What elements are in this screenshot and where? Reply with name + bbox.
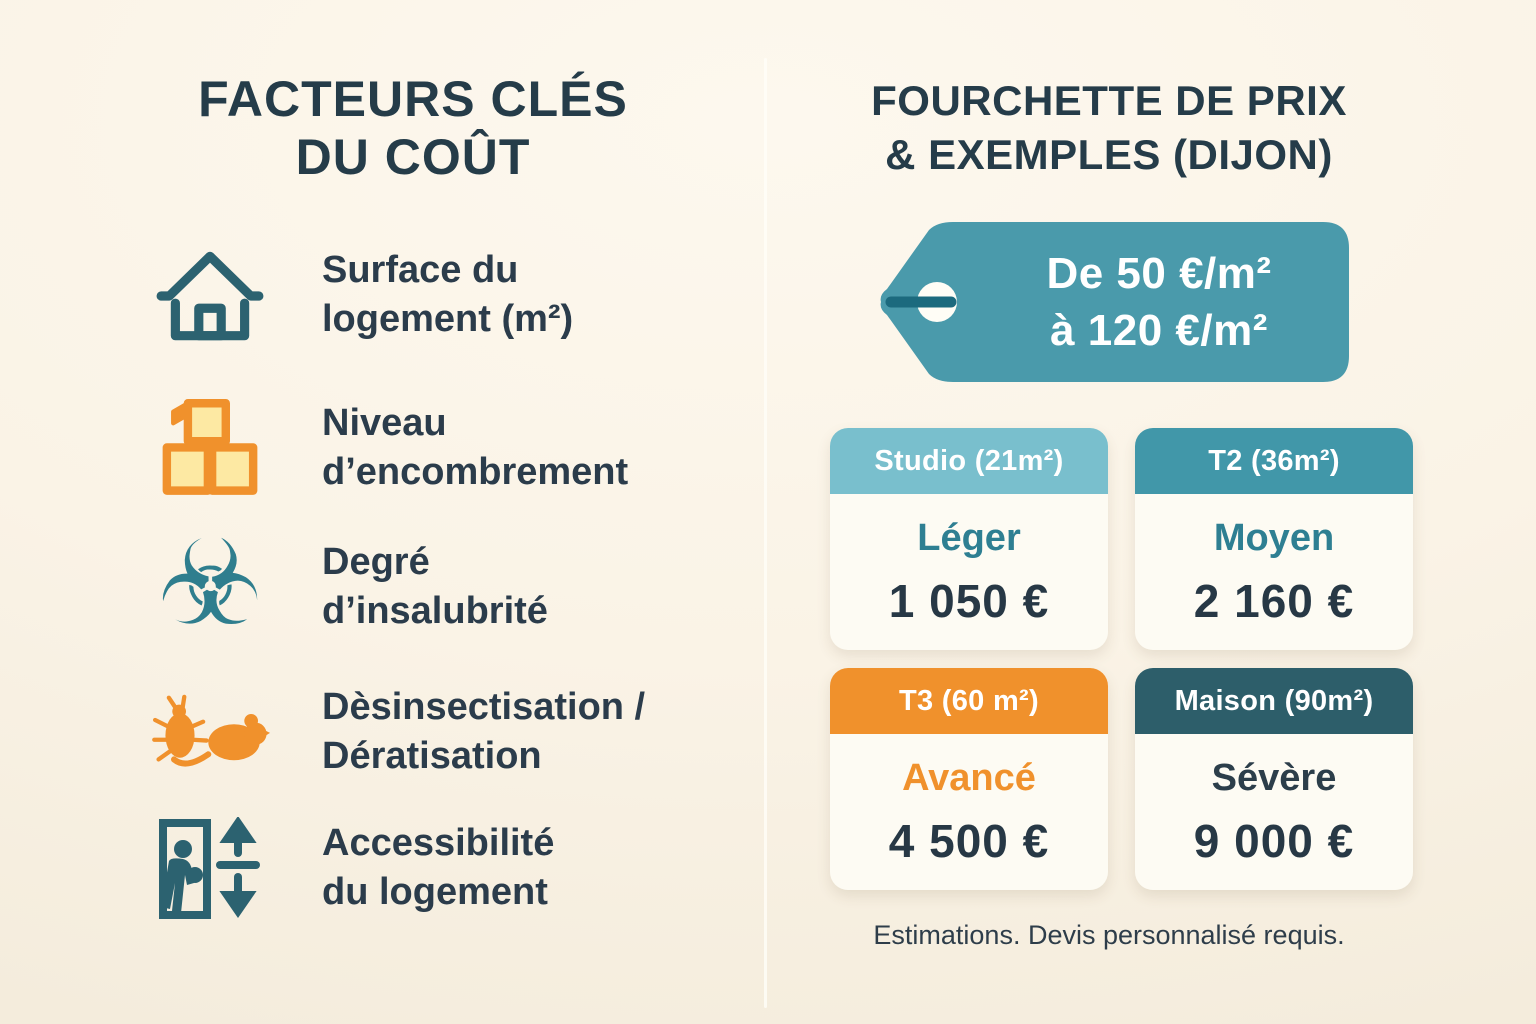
price-card-maison — [1135, 668, 1413, 890]
card-level-studio: Léger — [917, 516, 1021, 559]
price-range-line2: à 120 €/m² — [1050, 306, 1268, 355]
factor-row-pest — [150, 672, 645, 792]
left-title-line1: FACTEURS CLÉS — [198, 71, 628, 127]
footnote: Estimations. Devis personnalisé requis. — [873, 920, 1345, 950]
factor-label-surface — [322, 246, 573, 345]
right-title-line2: & EXEMPLES (DIJON) — [885, 130, 1333, 178]
right-column-title — [775, 74, 1443, 182]
biohazard-glyph: ☣ — [157, 514, 263, 652]
boxes-icon — [150, 398, 270, 498]
card-price-maison: 9 000 € — [1193, 814, 1355, 867]
factor-label-line: Surface du — [322, 248, 519, 291]
left-column-title — [30, 70, 796, 186]
factor-label-pest — [322, 683, 645, 782]
right-title-line1: FOURCHETTE DE PRIX — [871, 77, 1347, 124]
price-card-t2 — [1135, 428, 1413, 650]
biohazard-icon — [150, 514, 270, 652]
card-price-t3: 4 500 € — [888, 814, 1050, 867]
card-level-t3: Avancé — [902, 756, 1036, 799]
column-divider — [764, 58, 767, 1008]
factor-row-encombrement — [150, 388, 628, 508]
factor-row-accessibilite — [150, 808, 554, 928]
factor-label-line: Dératisation — [322, 735, 542, 777]
price-card-t3 — [830, 668, 1108, 890]
factor-label-accessibilite — [322, 819, 554, 918]
factor-label-insalubrite — [322, 538, 548, 637]
factor-label-line: Niveau — [322, 401, 447, 444]
card-level-maison: Sévère — [1211, 756, 1337, 799]
factor-label-line: d’insalubrité — [322, 590, 548, 632]
factor-label-line: logement (m²) — [322, 298, 574, 340]
price-range-text — [967, 216, 1351, 388]
factor-row-insalubrite — [150, 514, 548, 652]
factor-label-line: d’encombrement — [322, 451, 629, 493]
card-header-maison: Maison (90m²) — [1135, 668, 1413, 734]
price-range-line1: De 50 €/m² — [1046, 248, 1272, 298]
card-price-t2: 2 160 € — [1193, 574, 1355, 627]
price-tag — [875, 216, 1355, 388]
card-price-studio: 1 050 € — [888, 574, 1050, 627]
left-title-line2: DU COÛT — [295, 129, 531, 185]
house-icon — [150, 243, 270, 347]
factor-label-line: Accessibilité — [322, 821, 555, 864]
card-header-t2: T2 (36m²) — [1135, 428, 1413, 494]
card-body-maison — [1135, 734, 1413, 890]
factor-label-line: du logement — [322, 871, 548, 913]
pest-icon — [150, 688, 270, 776]
factor-label-line: Degré — [322, 540, 430, 583]
price-card-studio — [830, 428, 1108, 650]
elevator-icon — [150, 817, 270, 919]
card-header-studio: Studio (21m²) — [830, 428, 1108, 494]
card-header-t3: T3 (60 m²) — [830, 668, 1108, 734]
card-body-t3 — [830, 734, 1108, 890]
factor-label-line: Dèsinsectisation / — [322, 685, 646, 728]
factor-label-encombrement — [322, 399, 628, 498]
card-body-studio — [830, 494, 1108, 650]
card-body-t2 — [1135, 494, 1413, 650]
card-level-t2: Moyen — [1213, 516, 1335, 559]
factor-row-surface — [150, 235, 573, 355]
